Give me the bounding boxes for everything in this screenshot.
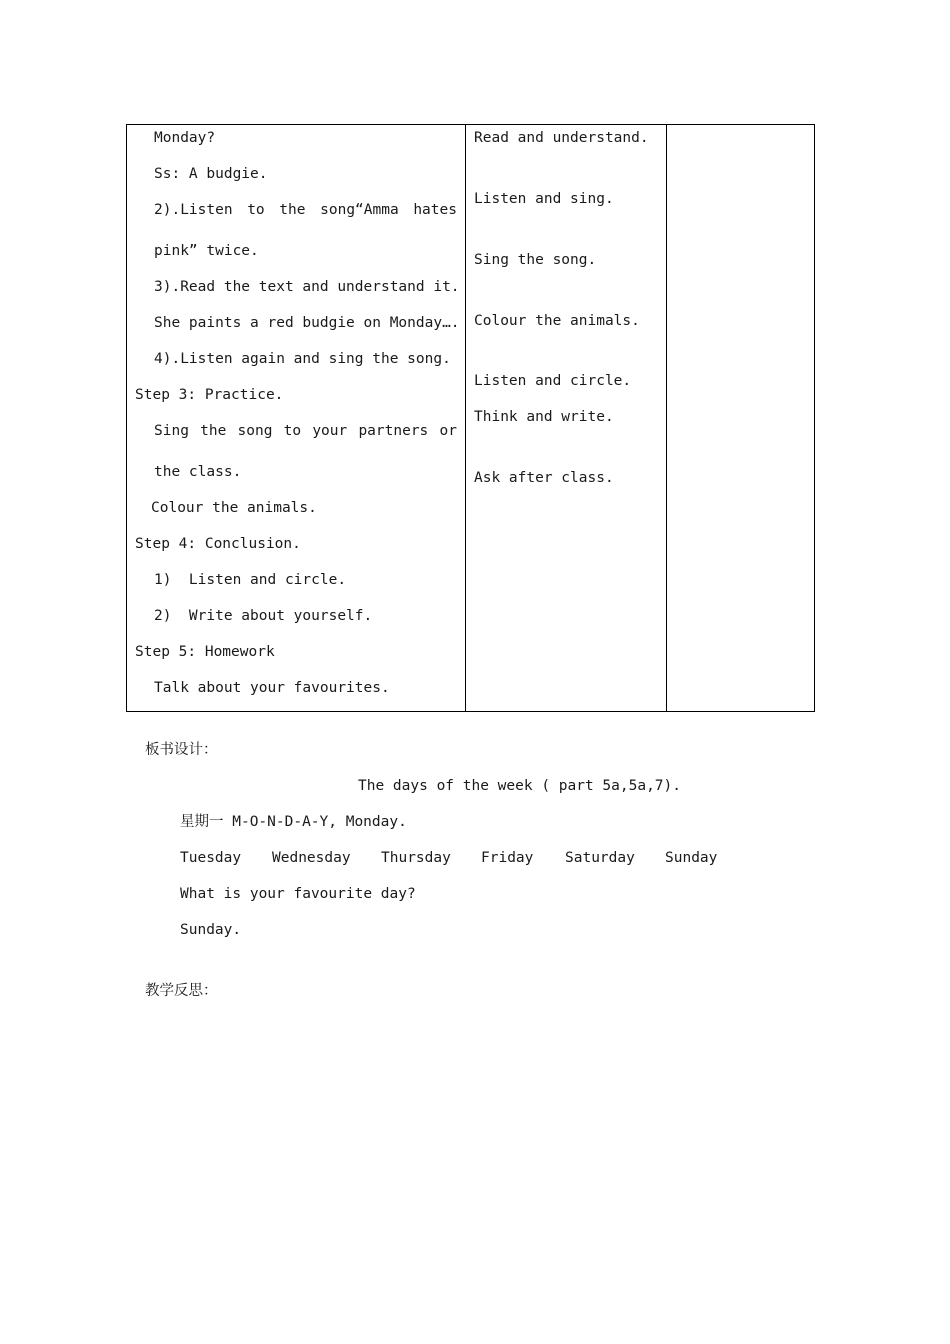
activity-line: Listen and sing. xyxy=(474,191,614,207)
word: or xyxy=(439,423,457,439)
step-heading: Step 3: Practice. xyxy=(135,387,284,403)
word: 2).Listen xyxy=(154,202,233,218)
word: hates xyxy=(413,202,457,218)
word: partners xyxy=(358,423,429,439)
procedure-line: 4).Listen again and sing the song. xyxy=(154,351,451,367)
procedure-line: 3).Read the text and understand it. xyxy=(154,279,460,295)
board-day: Sunday xyxy=(665,850,718,866)
monday-spelling: M-O-N-D-A-Y, Monday. xyxy=(232,814,407,830)
activity-line: Think and write. xyxy=(474,409,614,425)
procedure-line: She paints a red budgie on Monday…. xyxy=(154,315,460,331)
procedure-line: Colour the animals. xyxy=(151,500,317,516)
activity-line: Read and understand. xyxy=(474,130,649,146)
procedure-line xyxy=(154,422,457,440)
word: to xyxy=(283,423,302,439)
procedure-line: 2) Write about yourself. xyxy=(154,608,373,624)
board-monday-line xyxy=(180,813,407,831)
monday-chinese: 星期一 xyxy=(180,814,224,830)
activity-line: Listen and circle. xyxy=(474,373,632,389)
board-design-heading: 板书设计： xyxy=(145,742,218,758)
board-day: Tuesday xyxy=(180,850,242,866)
board-day: Saturday xyxy=(565,850,635,866)
board-title: The days of the week ( part 5a,5a,7). xyxy=(358,778,682,794)
word: your xyxy=(312,423,348,439)
procedure-line: pink” twice. xyxy=(154,243,259,259)
word: song“Amma xyxy=(320,202,399,218)
procedure-line: 1) Listen and circle. xyxy=(154,572,347,588)
board-question: What is your favourite day? xyxy=(180,886,416,902)
procedure-line: Monday? xyxy=(154,130,216,146)
table-divider xyxy=(465,125,466,711)
step-heading: Step 5: Homework xyxy=(135,644,275,660)
word: the xyxy=(200,423,227,439)
procedure-line: the class. xyxy=(154,464,242,480)
procedure-line: Ss: A budgie. xyxy=(154,166,268,182)
activity-line: Ask after class. xyxy=(474,470,614,486)
step-heading: Step 4: Conclusion. xyxy=(135,536,301,552)
procedure-line xyxy=(154,201,457,219)
word: the xyxy=(279,202,306,218)
board-day: Friday xyxy=(481,850,534,866)
table-divider xyxy=(666,125,667,711)
word: Sing xyxy=(154,423,189,439)
board-day: Thursday xyxy=(381,850,451,866)
procedure-line: Talk about your favourites. xyxy=(154,680,390,696)
word: song xyxy=(237,423,273,439)
activity-line: Colour the animals. xyxy=(474,313,640,329)
activity-line: Sing the song. xyxy=(474,252,597,268)
reflection-heading: 教学反思： xyxy=(145,983,218,999)
board-day: Wednesday xyxy=(272,850,351,866)
board-answer: Sunday. xyxy=(180,922,242,938)
word: to xyxy=(247,202,265,218)
